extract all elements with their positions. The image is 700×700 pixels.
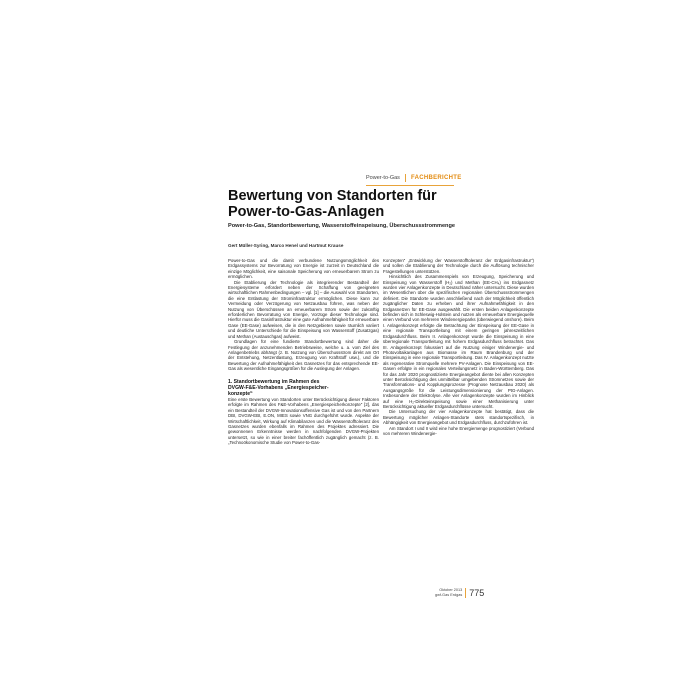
- footer-separator: [465, 588, 466, 598]
- journal-name: gwf-Gas Erdgas: [435, 593, 463, 597]
- paragraph: Am Standort I und II wird eine hohe Energiemenge prognostiziert (Verbund von mehreren Windenergie-: [383, 425, 534, 436]
- section-heading-line: 1. Standortbewertung im Rahmen des: [228, 378, 320, 385]
- paragraph: Eine erste Bewertung von Standorten unter Berücksichtigung dieser Faktoren erfolgte im Rahmen des F&E-Vorhabens „Energiespeicherkonzepte“ [2], das ein Bestandteil der DVGW-Innovationsoffensive Gas ist und von den Partnern DBI, DVGW-EBI, E.ON, MIES sowie VNG durchgeführt wurde. Aspekte der Wirtschaftlichkeit, Wirkung auf Klimabilanzen und die Wasserstofftoleranz des Gasnetzes wurden ebenfalls im Rahmen des Projektes adressiert. Die gewonnenen Erkenntnisse werden in nachfolgenden DVGW-Projekten untersetzt, so wie in einer breiter fachöffentlich zugänglich gemacht (z. B. „Technoökonomische Studie von Power-to-Gas-: [228, 396, 379, 446]
- page-footer: [435, 588, 484, 598]
- journal-info: [435, 588, 462, 597]
- section-heading-line: konzepte“: [228, 390, 253, 397]
- journal-date: Oktober 2013: [439, 588, 463, 593]
- title-line-1: Bewertung von Standorten für: [228, 188, 437, 204]
- header-section: Power-to-Gas: [366, 175, 400, 181]
- title-line-2: Power-to-Gas-Anlagen: [228, 204, 385, 220]
- paragraph: Die Etablierung der Technologie als integrierender Bestandteil der Energiesysteme erfordert neben der Schaffung von geeigneten wirtschaftlichen Rahmenbedingungen – vgl. [1] – die Auswahl von Standorten, die eine Entlastung der Strominfrastruktur ermöglichen. Diese kann zur Vermeidung oder Verzögerung von Netzausbau führen, was neben der Nutzung von Überschüssen an erneuerbarem Strom sowie der zukünftig erforderlichen Bevorratung von Energie, Vorzüge dieser Technologie sind. Hierfür muss die Gasinfrastruktur eine gute Aufnahmefähigkeit für erneuerbare Gase (EE-Gase) aufweisen, die in den Netzgebieten sowie räumlich variiert und deutliche Unterschiede für die Einspeisung von Wasserstoff (Zusatzgas) und Methan (Austauschgas) aufweist.: [228, 279, 379, 339]
- page-number: 775: [469, 588, 485, 598]
- article-keywords: Power-to-Gas, Standortbewertung, Wasserstoffeinspeisung, Überschussstrommenge: [228, 223, 456, 229]
- header-rule: [366, 185, 454, 186]
- paragraph: Grundlagen für eine fundierte Standortbewertung sind daher die Festlegung der anzunehmenden Betriebsweise, welche u. a. vom Ziel des Anlagenbetriebs abhängt (z. B. Nutzung von Überschussstrom direkt am Ort der Entstehung, Netzentlastung, Erzeugung von Kraftstoff usw.), und die Bewertung der Aufnahmefähigkeit des Gasnetzes für das entsprechende EE-Gas als wesentliche Eingangsgrößen für die Auslegung der Anlagen.: [228, 339, 379, 372]
- section-heading-line: DVGW-F&E-Vorhabens „Energiespeicher-: [228, 384, 329, 391]
- paragraph: Die Untersuchung der vier Anlagenkonzepte hat bestätigt, dass die Bewertung möglicher Anlagen-Standorte stets standortspezifisch, in Abhängigkeit von Energieangebot und Erdgasdurchfluss, durchzuführen ist.: [383, 409, 534, 426]
- paragraph: Hinsichtlich des Zusammenspiels von Erzeugung, Speicherung und Einspeisung von Wasserstoff (H₂) und Methan (EE-CH₄) ins Erdgasnetz wurden vier Anlagenkonzepte in Deutschland näher untersucht. Diese wurden im Wesentlichen über die spezifischen regionalen Überschussstrommengen definiert. Die Standorte wurden anschließend nach der Möglichkeit öffentlich zugänglicher Daten zu erheben und ihrer Aufnahmefähigkeit in den Erdgasnetzen für EE-Gase ausgewählt. Die ersten beiden Anlagenkonzepte befinden sich in Schleswig-Holstein und nutzen als erneuerbare Energiequelle einen Verbund von mehreren Windenergieparks (überwiegend onshore). Beim I. Anlagenkonzept erfolgte die Betrachtung der Einspeisung der EE-Gase in eine regionale Transportleitung mit einem geringen jahreszeitlichen Erdgasdurchfluss. Beim II. Anlagenkonzept wurde die Einspeisung in eine überregionale Transportleitung mit hohem Erdgasdurchfluss betrachtet. Das III. Anlagenkonzept fokussiert auf die Nutzung einiger Windenergie- und Photovoltaikanlagen aus Biomasse im Raum Brandenburg und der Einspeisung in eine regionale Transportleitung. Das IV. Anlagenkonzept nutzte als regenerative Stromquelle mehrere PV-Anlagen. Die Einspeisung von EE-Gasen erfolgte in ein regionales Verteilungsnetz in Baden-Württemberg. Das für das Jahr 2020 prognostizierte Energieangebot diente bei allen Konzepten unter Berücksichtigung des unmittelbar umgebenden Stromnetzes sowie der Transformations- und Kopplungsprozesse (Prognose Netzausbau 2020) als Ausgangsgröße für die Leistungsdimensionierung der PtG-Anlagen. Insbesondere der Elektrolyse. Alle vier Anlagenkonzepte wurden im Hinblick auf eine H₂-Direkteinspeisung sowie einer Methanisierung unter Berücksichtigung aktueller Erdgasdurchflüsse untersucht.: [383, 274, 534, 409]
- header-separator: [405, 174, 406, 182]
- paragraph: Konzepten“ „Entwicklung der Wasserstofftoleranz der Erdgasinfrastruktur“) und sollen die Etablierung der Technologie durch die Auflösung technischer Fragestellungen unterstützen.: [383, 258, 534, 274]
- article-authors: Gert Müller-Syring, Marco Henel und Hartmut Krause: [228, 243, 344, 248]
- text-column-left: [228, 258, 379, 446]
- text-column-right: [383, 258, 534, 436]
- paragraph: Power-to-Gas und die damit verbundene Nutzungsmöglichkeit des Erdgassystems zur Bevorratung von Energie ist zurzeit in Deutschland die einzige Möglichkeit, eine saisonale Speicherung von erneuerbarem Strom zu ermöglichen.: [228, 258, 379, 280]
- running-header: [366, 172, 462, 184]
- article-title: [228, 188, 528, 220]
- header-category: FACHBERICHTE: [410, 175, 462, 181]
- section-heading: [228, 379, 379, 397]
